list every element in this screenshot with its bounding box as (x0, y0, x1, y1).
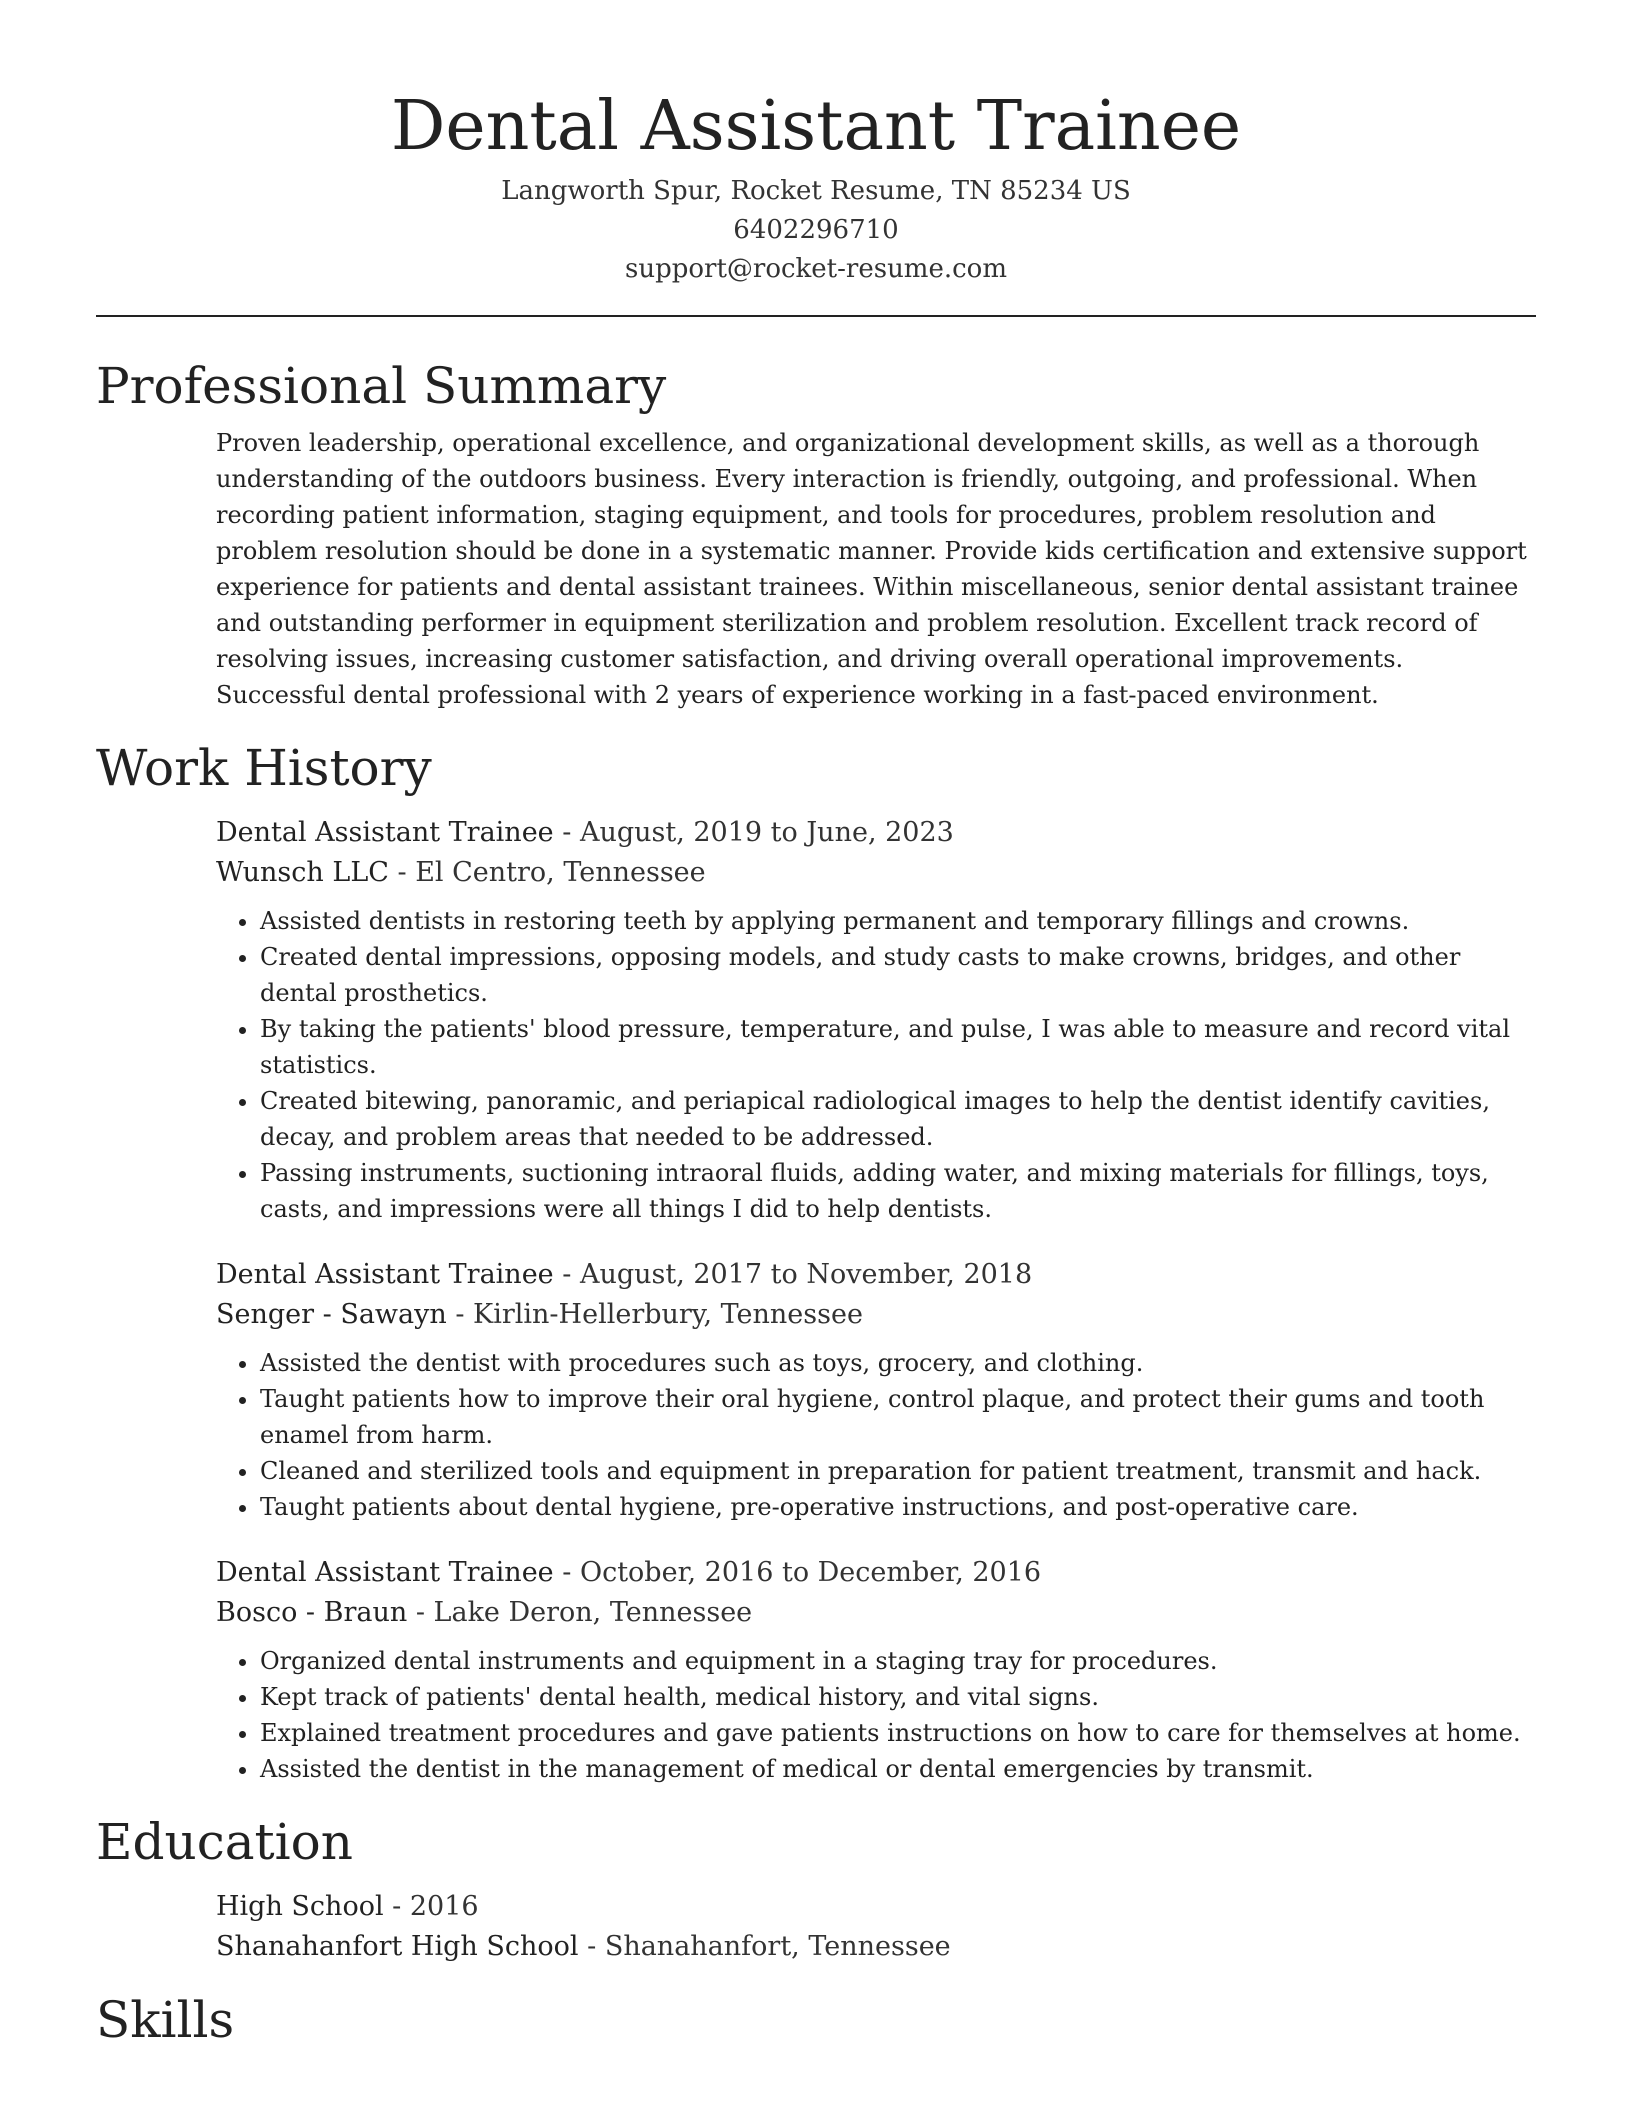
work-history-title: Work History (96, 739, 432, 797)
skills-title: Skills (96, 1991, 235, 2049)
education-section (96, 1807, 1536, 1967)
job-location: - Lake Deron, Tennessee (407, 1597, 753, 1628)
list-item: • Explained treatment procedures and gave patients instructions on how to care for themselves at home. (260, 1715, 1536, 1751)
list-item: • Assisted the dentist in the management of medical or dental emergencies by transmit. (260, 1751, 1536, 1787)
list-item: • Kept track of patients' dental health, medical history, and vital signs. (260, 1679, 1536, 1715)
job-bullets (216, 1345, 1536, 1525)
job-entry (216, 1553, 1536, 1787)
job-entry (216, 1255, 1536, 1525)
list-item: • Assisted dentists in restoring teeth by applying permanent and temporary fillings and crowns. (260, 903, 1536, 939)
address: Langworth Spur, Rocket Resume, TN 85234 US (501, 176, 1131, 206)
job-bullets (216, 903, 1536, 1227)
job-company-line (216, 1593, 1536, 1633)
job-company-line (216, 853, 1536, 893)
contact-block (96, 172, 1536, 289)
list-item: • By taking the patients' blood pressure, temperature, and pulse, I was able to measure and record vital statistics. (260, 1011, 1536, 1083)
job-company: Bosco - Braun (216, 1597, 408, 1628)
job-dates: - August, 2017 to November, 2018 (553, 1259, 1033, 1290)
job-role: Dental Assistant Trainee (216, 1259, 554, 1290)
job-location: - Kirlin-Hellerbury, Tennessee (446, 1299, 863, 1330)
job-role: Dental Assistant Trainee (216, 1557, 554, 1588)
phone: 6402296710 (733, 215, 899, 245)
list-item: • Organized dental instruments and equipment in a staging tray for procedures. (260, 1643, 1536, 1679)
job-company: Wunsch LLC (216, 857, 389, 888)
header-divider (96, 315, 1536, 317)
resume-header (96, 0, 1536, 289)
candidate-name: Dental Assistant Trainee (390, 87, 1242, 166)
work-history-section (96, 733, 1536, 1787)
job-company-line (216, 1295, 1536, 1335)
job-role: Dental Assistant Trainee (216, 817, 554, 848)
list-item: • Created bitewing, panoramic, and periapical radiological images to help the dentist identify cavities, decay, and problem areas that needed to be addressed. (260, 1083, 1536, 1155)
job-title-line (216, 813, 1536, 853)
list-item: • Passing instruments, suctioning intraoral fluids, adding water, and mixing materials for fillings, toys, casts, and impressions were all things I did to help dentists. (260, 1155, 1536, 1227)
education-degree: High School (216, 1891, 384, 1922)
list-item: • Taught patients how to improve their oral hygiene, control plaque, and protect their gums and tooth enamel from harm. (260, 1381, 1536, 1453)
education-year: - 2016 (383, 1891, 479, 1922)
list-item: • Assisted the dentist with procedures such as toys, grocery, and clothing. (260, 1345, 1536, 1381)
education-title: Education (96, 1813, 353, 1871)
job-dates: - August, 2019 to June, 2023 (553, 817, 954, 848)
summary-text: Proven leadership, operational excellence, and organizational development skills, as well as a thorough understanding of the outdoors business. Every interaction is friendly, outgoing, and professional. When recording patient information, staging equipment, and tools for procedures, problem resolution and problem resolution should be done in a systematic manner. Provide kids certification and extensive support experience for patients and dental assistant trainees. Within miscellaneous, senior dental assistant trainee and outstanding performer in equipment sterilization and problem resolution. Excellent track record of resolving issues, increasing customer satisfaction, and driving overall operational improvements. Successful dental professional with 2 years of experience working in a fast-paced environment. (216, 429, 1527, 709)
education-school: Shanahanfort High School (216, 1931, 579, 1962)
resume-page (96, 0, 1536, 2055)
job-bullets (216, 1643, 1536, 1787)
skills-section (96, 1985, 1536, 2055)
summary-section (96, 351, 1536, 713)
job-title-line (216, 1553, 1536, 1593)
education-location: - Shanahanfort, Tennessee (578, 1931, 951, 1962)
job-company: Senger - Sawayn (216, 1299, 447, 1330)
job-location: - El Centro, Tennessee (388, 857, 706, 888)
job-dates: - October, 2016 to December, 2016 (553, 1557, 1042, 1588)
job-title-line (216, 1255, 1536, 1295)
list-item: • Taught patients about dental hygiene, pre-operative instructions, and post-operative care. (260, 1489, 1536, 1525)
summary-title: Professional Summary (96, 357, 667, 415)
list-item: • Created dental impressions, opposing models, and study casts to make crowns, bridges, and other dental prosthetics. (260, 939, 1536, 1011)
email: support@rocket-resume.com (624, 254, 1007, 284)
job-entry (216, 813, 1536, 1227)
list-item: • Cleaned and sterilized tools and equipment in preparation for patient treatment, transmit and hack. (260, 1453, 1536, 1489)
education-degree-line (216, 1887, 1536, 1927)
education-school-line (216, 1927, 1536, 1967)
